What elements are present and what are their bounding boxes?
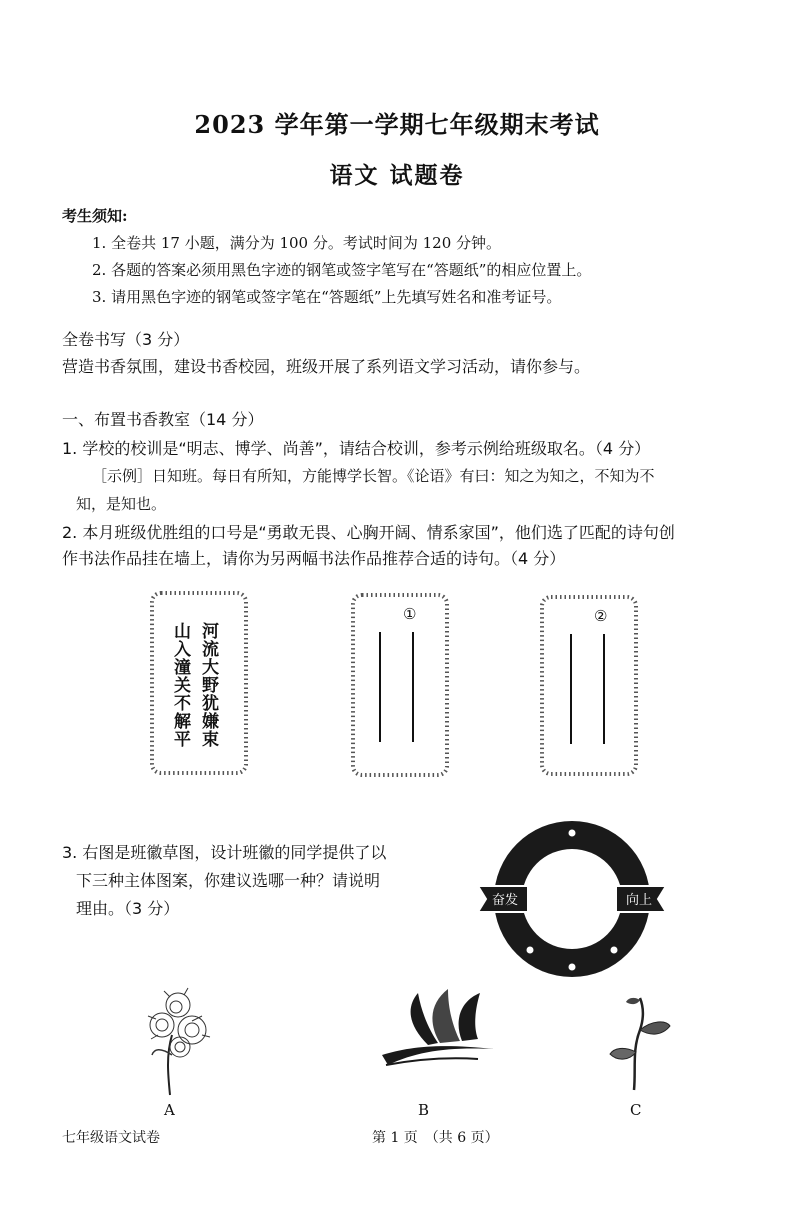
class-badge-sketch [470, 815, 670, 985]
notice-item-3: 3. 请用黑色字迹的钢笔或签字笔在“答题纸”上先填写姓名和准考证号。 [92, 288, 562, 306]
badge-inner-circle [522, 849, 622, 949]
q2-text-line1: 2. 本月班级优胜组的口号是“勇敢无畏、心胸开阔、情系家国”，他们选了匹配的诗句创 [62, 523, 675, 542]
badge-dot-bottom-left [527, 947, 534, 954]
badge-right-ribbon-text: 向上 [625, 893, 653, 908]
badge-dot-top [569, 830, 576, 837]
footer-left: 七年级语文试卷 [62, 1130, 160, 1146]
blank-1-marker: ① [403, 605, 417, 623]
scroll-frame-blank-1 [353, 595, 447, 775]
notice-heading: 考生须知: [62, 207, 128, 225]
badge-dot-bottom [569, 964, 576, 971]
chrysanthemum-illustration [140, 985, 230, 1100]
exam-title: 2023 学年第一学期七年级期末考试 [194, 110, 600, 139]
notice-item-1: 1. 全卷共 17 小题，满分为 100 分。考试时间为 120 分钟。 [92, 234, 502, 252]
notice-item-2: 2. 各题的答案必须用黑色字迹的钢笔或签字笔写在“答题纸”的相应位置上。 [92, 261, 592, 279]
blank-2-marker: ② [594, 607, 608, 625]
option-a-label: A [164, 1101, 175, 1119]
poem-column-2: 山入潼关不解平 [170, 622, 190, 748]
badge-left-ribbon-text: 奋发 [491, 893, 519, 908]
poem-column-1: 河流大野犹嫌束 [198, 622, 218, 748]
badge-dot-bottom-right [611, 947, 618, 954]
exam-subtitle: 语文 试题卷 [329, 162, 465, 189]
writing-heading: 全卷书写（3 分） [62, 330, 190, 349]
q1-example-line1: ［示例］日知班。每日有所知，方能博学长智。《论语》有曰：知之为知之，不知为不 [92, 467, 655, 485]
writing-intro: 营造书香氛围，建设书香校园，班级开展了系列语文学习活动，请你参与。 [62, 357, 591, 376]
option-b-label: B [418, 1101, 430, 1119]
q1-example-line2: 知，是知也。 [76, 495, 167, 513]
q3-text-line2: 下三种主体图案，你建议选哪一种？请说明 [76, 871, 381, 890]
sprout-illustration [600, 990, 680, 1095]
footer-page-number: 第 1 页 （共 6 页） [372, 1130, 499, 1146]
q1-text: 1. 学校的校训是“明志、博学、尚善”，请结合校训，参考示例给班级取名。（4 分） [62, 439, 651, 458]
sailboat-illustration [378, 985, 498, 1085]
option-c-label: C [630, 1101, 642, 1119]
q3-text-line1: 3. 右图是班徽草图，设计班徽的同学提供了以 [62, 843, 387, 862]
q2-text-line2: 作书法作品挂在墙上，请你为另两幅书法作品推荐合适的诗句。（4 分） [62, 549, 566, 568]
scroll-frame-blank-2 [542, 597, 636, 774]
section1-heading: 一、布置书香教室（14 分） [62, 410, 264, 429]
q3-text-line3: 理由。（3 分） [76, 899, 180, 918]
